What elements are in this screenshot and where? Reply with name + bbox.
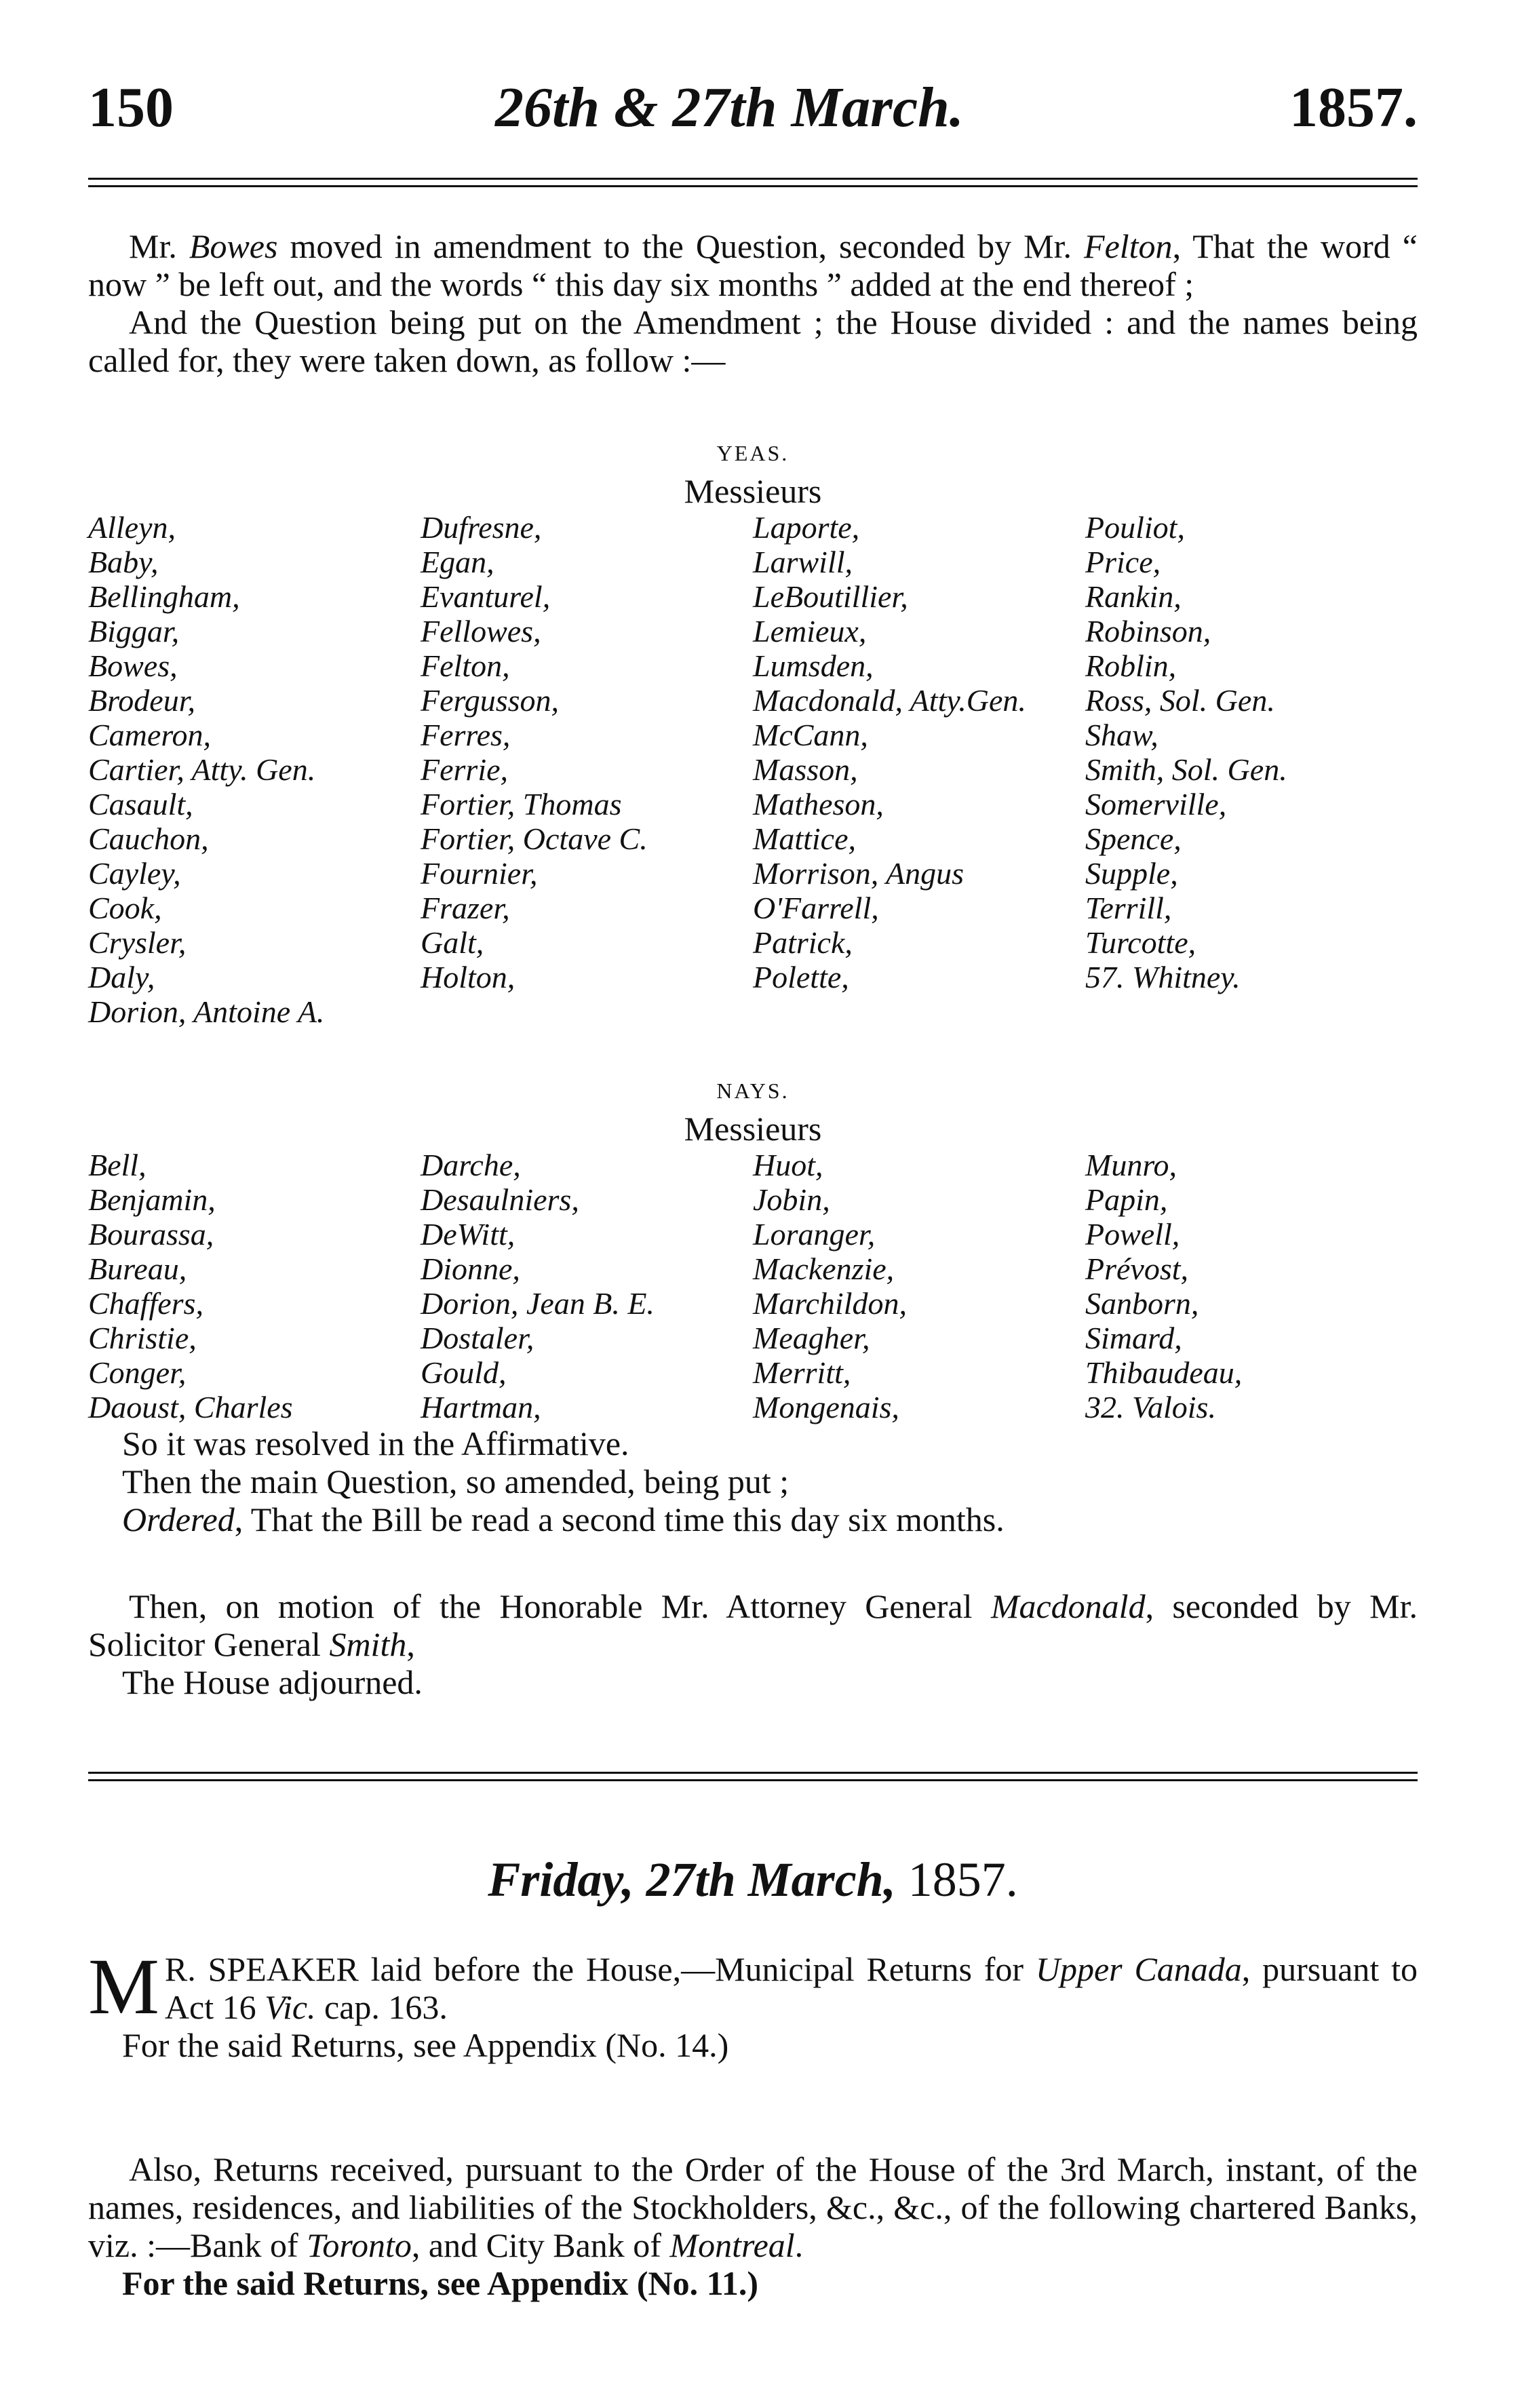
member-name: Rankin, [1085,579,1182,614]
yeas-col-3 [753,510,1085,1029]
member-name: Dorion, Antoine A. [88,994,325,1029]
member-name: Patrick, [753,925,853,960]
member-name: Dorion, Jean B. E. [421,1286,655,1321]
member-name: Shaw, [1085,718,1158,752]
yeas-col-4 [1085,510,1418,1029]
member-name: Lemieux, [753,614,867,648]
yeas-columns [88,510,1418,1029]
member-name: Bellingham, [88,579,240,614]
member-name: Darche, [421,1148,521,1182]
member-name: Mackenzie, [753,1251,895,1286]
member-name: Gould, [421,1355,507,1390]
nays-messieurs: Messieurs [684,1110,822,1148]
member-name: Fellowes, [421,614,541,648]
member-name: Merritt, [753,1355,851,1390]
member-name: Casault, [88,787,193,821]
yeas-heading: YEAS. [716,441,790,465]
member-name: Jobin, [753,1182,830,1217]
returns-paragraph: Also, Returns received, pursuant to the Order of the House of the 3rd March, instant, of the names, residences, and liabilities of the Stockholders, &c., &c., of the following chartered Banks, viz. :—Bank of Toronto, and City Bank of Montreal. [88,2150,1418,2264]
member-name: Ross, Sol. Gen. [1085,683,1275,718]
member-name: Laporte, [753,510,860,545]
member-name: Felton, [421,648,510,683]
member-name: Daoust, Charles [88,1390,293,1424]
member-name: Lumsden, [753,648,874,683]
adjournment-motion: Then, on motion of the Honorable Mr. Attorney General Macdonald, seconded by Mr. Solicitor General Smith, [88,1587,1418,1663]
member-name: McCann, [753,718,868,752]
member-name: LeBoutillier, [753,579,908,614]
member-name: Powell, [1085,1217,1180,1251]
member-name: Dionne, [421,1251,520,1286]
returns-section [88,2150,1418,2302]
resolution-section [88,1424,1418,1538]
member-name: Roblin, [1085,648,1177,683]
member-name: Morrison, Angus [753,856,964,891]
running-title: 26th & 27th March. [495,76,964,139]
member-name: Turcotte, [1085,925,1196,960]
yeas-section [88,434,1418,1029]
member-name: Marchildon, [753,1286,907,1321]
member-name: Simard, [1085,1321,1182,1355]
member-name: DeWitt, [421,1217,515,1251]
member-name: Prévost, [1085,1251,1189,1286]
nays-col-4 [1085,1148,1418,1424]
speaker-section [88,1942,1418,2064]
member-name: Egan, [421,545,494,579]
member-name: Galt, [421,925,484,960]
nays-col-1 [88,1148,421,1424]
member-name: Bureau, [88,1251,187,1286]
member-name: Desaulniers, [421,1182,579,1217]
member-name: Dufresne, [421,510,542,545]
member-name: Robinson, [1085,614,1211,648]
resolved-line: So it was resolved in the Affirmative. [122,1424,629,1462]
member-name: Bowes, [88,648,178,683]
member-name: Sanborn, [1085,1286,1199,1321]
adjournment-section [88,1587,1418,1701]
member-name: Chaffers, [88,1286,203,1321]
member-name: Thibaudeau, [1085,1355,1243,1390]
member-name: Cayley, [88,856,181,891]
member-name: Larwill, [753,545,853,579]
member-name: Smith, Sol. Gen. [1085,752,1287,787]
member-name: Bell, [88,1148,147,1182]
member-name: Macdonald, Atty.Gen. [753,683,1026,718]
amendment-paragraph: Mr. Bowes moved in amendment to the Question, seconded by Mr. Felton, That the word “ now ” be left out, and the words “ this day six months ” added at the end thereof ; [88,227,1418,303]
member-name: Mattice, [753,821,856,856]
friday-heading: Friday, 27th March, 1857. [488,1852,1018,1907]
member-name: Terrill, [1085,891,1172,925]
member-name: Fortier, Thomas [421,787,622,821]
member-name: Matheson, [753,787,884,821]
ordered-line: Ordered, That the Bill be read a second time this day six months. [122,1500,1005,1538]
member-name: Fortier, Octave C. [421,821,648,856]
main-question-line: Then the main Question, so amended, being put ; [122,1462,790,1500]
member-name: Munro, [1085,1148,1177,1182]
member-name: Frazer, [421,891,510,925]
nays-columns [88,1148,1418,1424]
member-name: Papin, [1085,1182,1168,1217]
header-year: 1857. [1289,76,1418,139]
member-name: Cauchon, [88,821,209,856]
nays-col-2 [421,1148,753,1424]
nays-heading: NAYS. [716,1079,790,1103]
member-name: Polette, [753,960,849,994]
house-adjourned-line: The House adjourned. [122,1663,423,1701]
member-name: Huot, [753,1148,823,1182]
member-name: Loranger, [753,1217,876,1251]
member-name: Mongenais, [753,1390,899,1424]
member-name: Pouliot, [1085,510,1185,545]
member-name: 32. Valois. [1085,1390,1216,1424]
member-name: Daly, [88,960,155,994]
member-name: Cameron, [88,718,212,752]
yeas-col-2 [421,510,753,1029]
member-name: Ferres, [421,718,511,752]
member-name: Somerville, [1085,787,1227,821]
member-name: Hartman, [421,1390,541,1424]
speaker-appendix-line: For the said Returns, see Appendix (No. 14.) [122,2026,729,2064]
yeas-col-1 [88,510,421,1029]
header-divider [88,178,1418,187]
nays-section [88,1072,1418,1424]
member-name: Fournier, [421,856,538,891]
member-name: Cartier, Atty. Gen. [88,752,316,787]
section-divider [88,1772,1418,1781]
member-name: Christie, [88,1321,197,1355]
nays-col-3 [753,1148,1085,1424]
member-name: Ferrie, [421,752,509,787]
member-name: Biggar, [88,614,180,648]
member-name: O'Farrell, [753,891,879,925]
member-name: Price, [1085,545,1161,579]
member-name: Masson, [753,752,858,787]
member-name: Fergusson, [421,683,560,718]
yeas-messieurs: Messieurs [684,472,822,510]
member-name: Benjamin, [88,1182,216,1217]
member-name: Brodeur, [88,683,196,718]
member-name: Evanturel, [421,579,551,614]
member-name: Alleyn, [88,510,176,545]
member-name: Crysler, [88,925,187,960]
member-name: Baby, [88,545,159,579]
member-name: Supple, [1085,856,1178,891]
member-name: Spence, [1085,821,1182,856]
member-name: 57. Whitney. [1085,960,1241,994]
amendment-section [88,227,1418,379]
member-name: Conger, [88,1355,187,1390]
member-name: Cook, [88,891,162,925]
division-paragraph: And the Question being put on the Amendment ; the House divided : and the names being called for, they were taken down, as follow :— [88,303,1418,379]
member-name: Bourassa, [88,1217,214,1251]
member-name: Holton, [421,960,515,994]
page-header [88,75,1418,149]
speaker-paragraph: M R. SPEAKER laid before the House,—Municipal Returns for Upper Canada, pursuant to Act 16 Vic. cap. 163. [88,1942,1418,2031]
member-name: Dostaler, [421,1321,534,1355]
page-number: 150 [88,76,174,139]
returns-appendix-line: For the said Returns, see Appendix (No. 11.) [122,2264,759,2302]
drop-cap: M [88,1942,159,2031]
member-name: Meagher, [753,1321,870,1355]
